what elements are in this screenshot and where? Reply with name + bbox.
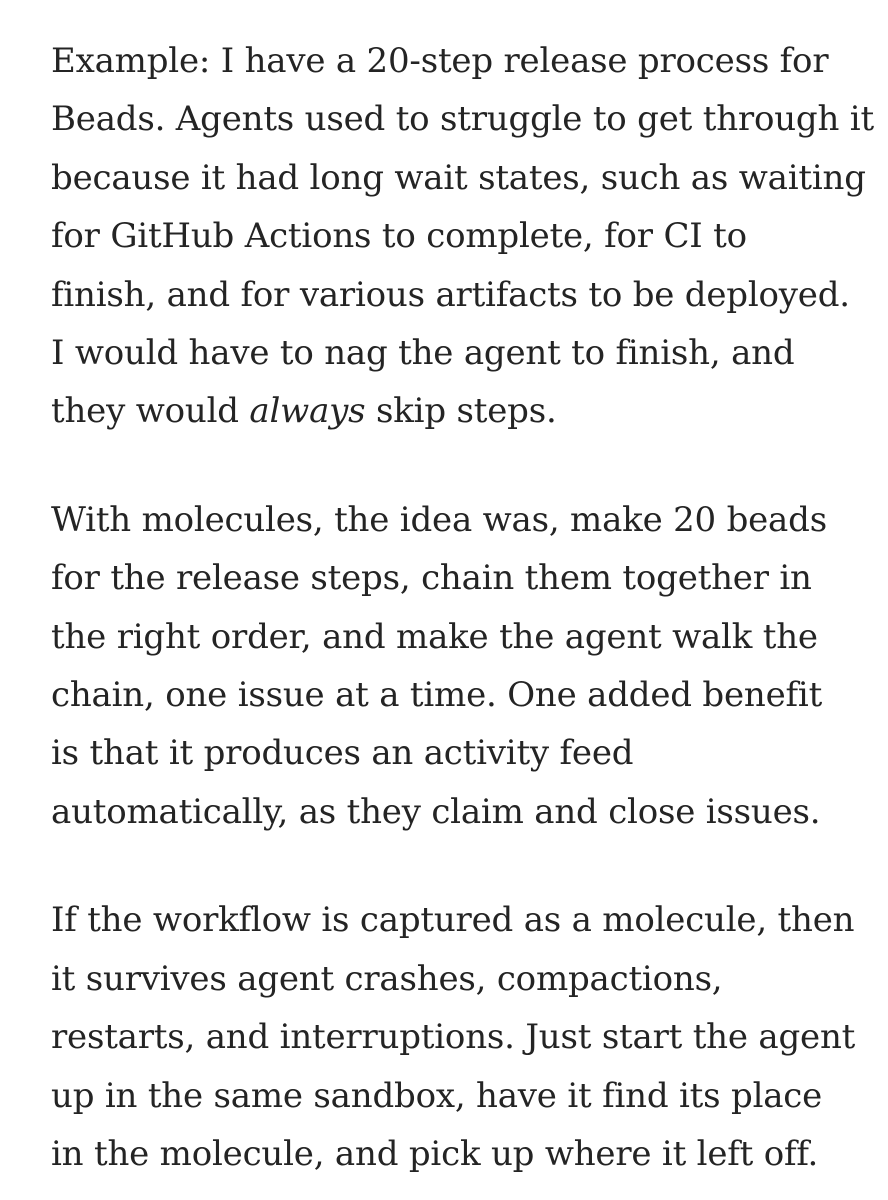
text-run: they would <box>51 391 250 432</box>
text-line: the right order, and make the agent walk the <box>51 616 818 657</box>
text-line: is that it produces an activity feed <box>51 733 634 774</box>
emphasis-always: always <box>249 391 366 432</box>
text-line: finish, and for various artifacts to be deployed. <box>51 274 850 315</box>
paragraph-workflow-survives <box>51 891 861 1183</box>
article-body <box>51 32 874 1183</box>
text-line: restarts, and interruptions. Just start the agent <box>51 1017 856 1058</box>
text-line: automatically, as they claim and close issues. <box>51 791 821 832</box>
text-line: I would have to nag the agent to finish, and <box>51 333 795 374</box>
text-line: in the molecule, and pick up where it left off. <box>51 1133 819 1174</box>
text-line: chain, one issue at a time. One added benefit <box>51 675 823 716</box>
text-line: for the release steps, chain them together in <box>51 558 812 599</box>
text-line <box>51 382 861 440</box>
text-line: because it had long wait states, such as waiting <box>51 157 866 198</box>
text-line: for GitHub Actions to complete, for CI to <box>51 216 747 257</box>
text-line: With molecules, the idea was, make 20 beads <box>51 499 827 540</box>
paragraph-release-process <box>51 32 874 441</box>
text-line: Example: I have a 20-step release process for <box>51 41 829 81</box>
paragraph-molecules <box>51 491 861 841</box>
text-line: Beads. Agents used to struggle to get through it <box>51 99 874 140</box>
text-line: up in the same sandbox, have it find its place <box>51 1075 823 1116</box>
text-line: it survives agent crashes, compactions, <box>51 958 723 999</box>
text-run: skip steps. <box>365 391 557 432</box>
text-line: If the workflow is captured as a molecule, then <box>51 900 855 941</box>
